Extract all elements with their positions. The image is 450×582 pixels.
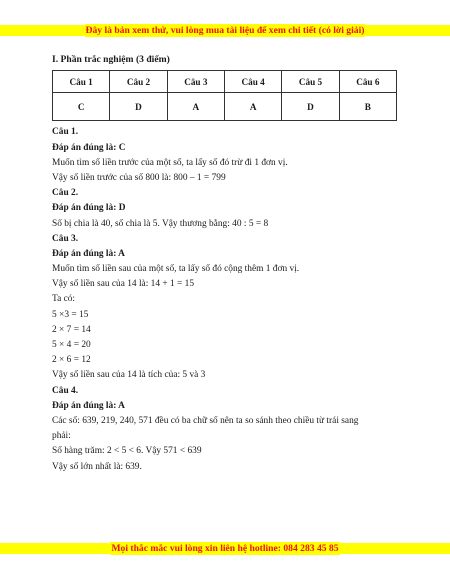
footer-banner-text: Mọi thắc mắc vui lòng xin liên hệ hotline: 084 283 45 85 <box>111 543 339 554</box>
table-header-cell: Câu 2 <box>110 71 167 93</box>
text-line: 2 × 6 = 12 <box>52 355 91 366</box>
text-line: 2 × 7 = 14 <box>52 324 91 335</box>
table-header-cell: Câu 1 <box>53 71 110 93</box>
heading-line: Đáp án đúng là: C <box>52 142 126 153</box>
text-line: Các số: 639, 219, 240, 571 đều có ba chữ số nên ta so sánh theo chiều từ trái sang <box>52 415 359 426</box>
document-body <box>52 52 402 475</box>
header-banner-text: Đây là bản xem thử, vui lòng mua tài liệu để xem chi tiết (có lời giải) <box>85 25 365 36</box>
text-line: Số hàng trăm: 2 < 5 < 6. Vậy 571 < 639 <box>52 446 202 457</box>
text-line: Muốn tìm số liền sau của một số, ta lấy số đó cộng thêm 1 đơn vị. <box>52 264 300 275</box>
text-line: 5 ×3 = 15 <box>52 309 89 320</box>
table-answer-cell: A <box>167 93 224 121</box>
table-answer-cell: D <box>282 93 339 121</box>
text-line: Vậy số liền sau của 14 là tích của: 5 và 3 <box>52 370 206 381</box>
table-header-cell: Câu 5 <box>282 71 339 93</box>
heading-line: Câu 4. <box>52 385 79 396</box>
text-line: Số bị chia là 40, số chia là 5. Vậy thương bằng: 40 : 5 = 8 <box>52 218 269 229</box>
answer-table <box>52 70 397 121</box>
text-line: Vậy số liền sau của 14 là: 14 + 1 = 15 <box>52 279 195 290</box>
answer-table-value-row <box>53 93 397 121</box>
heading-line: Đáp án đúng là: D <box>52 203 126 214</box>
heading-line: Câu 3. <box>52 233 79 244</box>
table-answer-cell: C <box>53 93 110 121</box>
text-line: 5 × 4 = 20 <box>52 340 91 351</box>
heading-line: Câu 2. <box>52 188 79 199</box>
answer-table-header-row <box>53 71 397 93</box>
text-line: Vậy số lớn nhất là: 639. <box>52 461 142 472</box>
table-answer-cell: B <box>339 93 396 121</box>
section-title: I. Phần trắc nghiệm (3 điểm) <box>52 54 170 65</box>
heading-line: Câu 1. <box>52 127 79 138</box>
table-header-cell: Câu 3 <box>167 71 224 93</box>
heading-line: Đáp án đúng là: A <box>52 400 125 411</box>
solution-lines <box>52 125 402 474</box>
text-line: Vậy số liền trước của số 800 là: 800 – 1 = 799 <box>52 172 226 183</box>
footer-banner <box>0 543 450 554</box>
table-answer-cell: D <box>110 93 167 121</box>
table-answer-cell: A <box>224 93 281 121</box>
heading-line: Đáp án đúng là: A <box>52 248 125 259</box>
table-header-cell: Câu 4 <box>224 71 281 93</box>
text-line: phải: <box>52 431 71 442</box>
text-line: Ta có: <box>52 294 76 305</box>
text-line: Muốn tìm số liền trước của một số, ta lấy số đó trừ đi 1 đơn vị. <box>52 157 288 168</box>
header-banner <box>0 25 450 36</box>
table-header-cell: Câu 6 <box>339 71 396 93</box>
